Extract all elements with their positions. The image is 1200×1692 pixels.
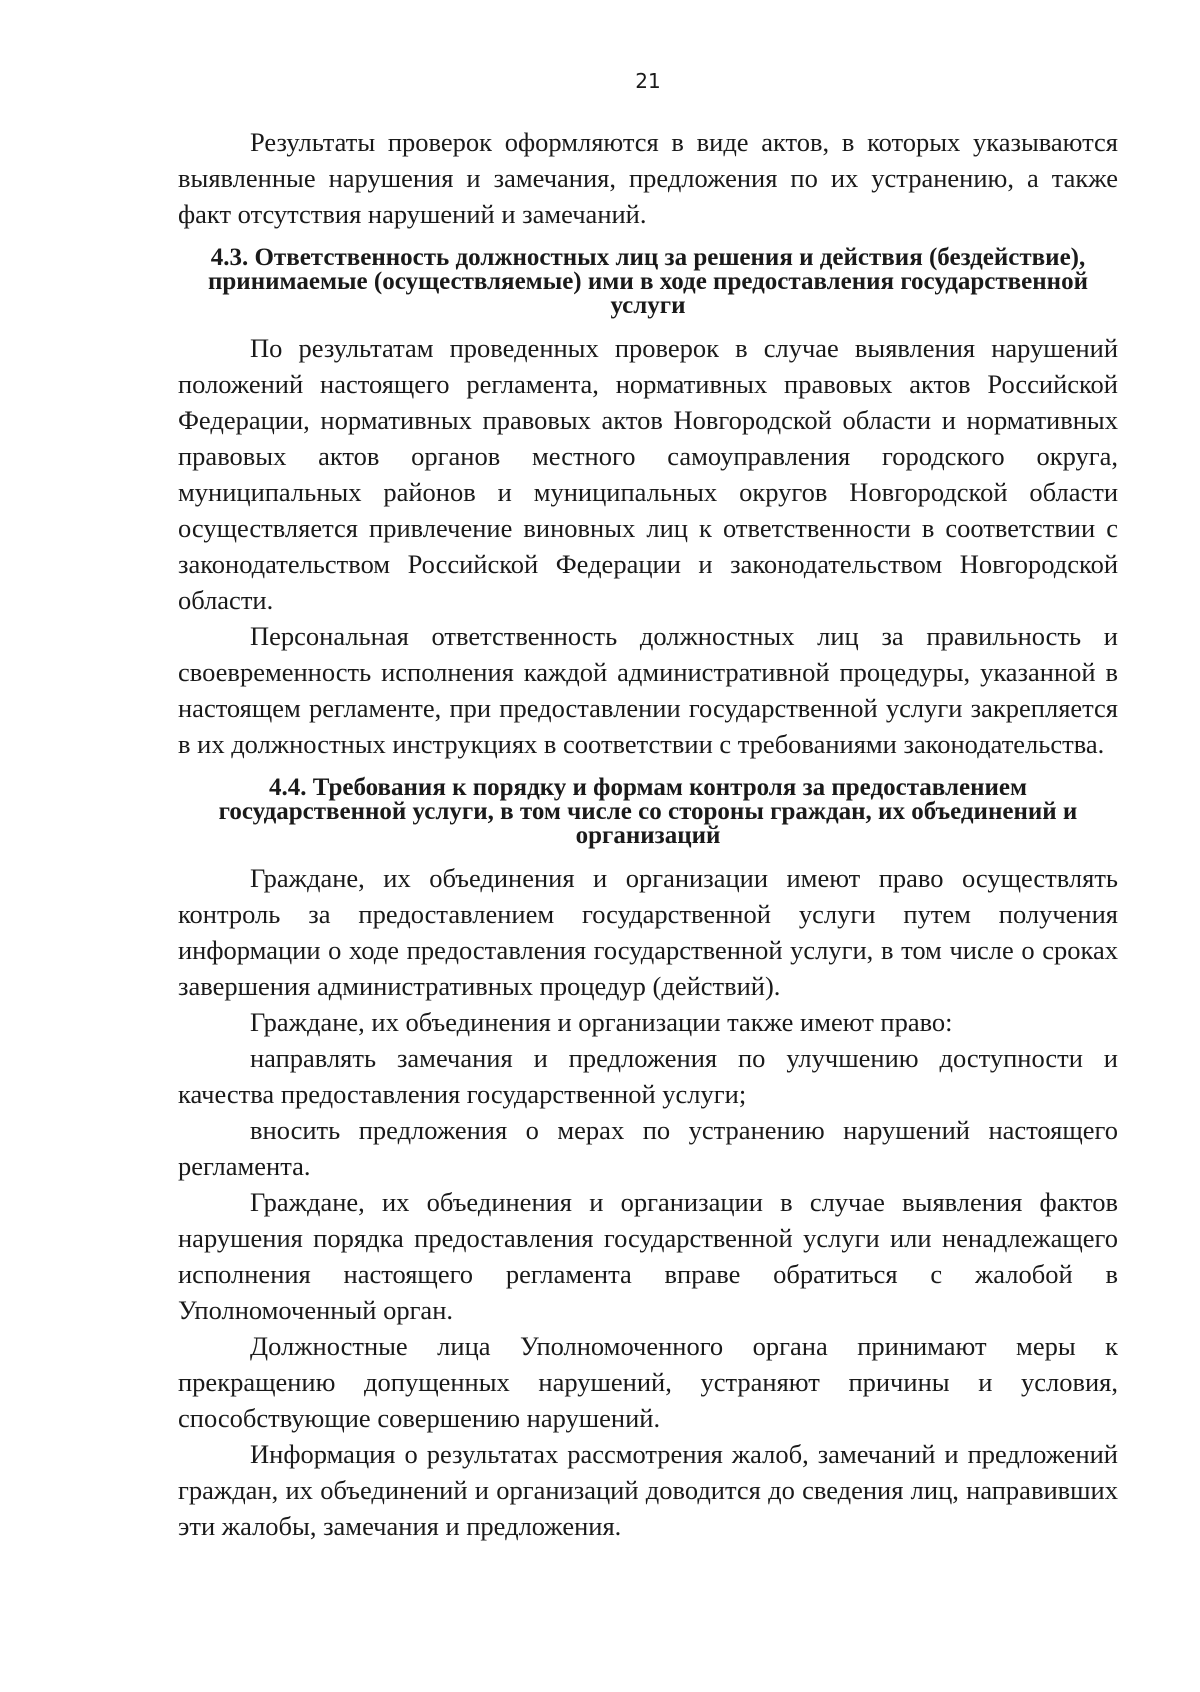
section-heading-4-3: 4.3. Ответственность должностных лиц за решения и действия (бездействие), принимаемые (осуществляемые) ими в ходе предоставления государственной услуги: [208, 244, 1088, 319]
paragraph: Должностные лица Уполномоченного органа принимают меры к прекращению допущенных нарушений, устраняют причины и условия, способствующие совершению нарушений.: [178, 1331, 1118, 1433]
paragraph: вносить предложения о мерах по устранению нарушений настоящего регламента.: [178, 1115, 1118, 1181]
paragraph: Информация о результатах рассмотрения жалоб, замечаний и предложений граждан, их объединений и организаций доводится до сведения лиц, направивших эти жалобы, замечания и предложения.: [178, 1439, 1118, 1541]
section-heading-4-4: 4.4. Требования к порядку и формам контроля за предоставлением государственной услуги, в том числе со стороны граждан, их объединений и организаций: [218, 774, 1078, 849]
page-number: 21: [635, 69, 661, 93]
paragraph: Граждане, их объединения и организации в случае выявления фактов нарушения порядка предоставления государственной услуги или ненадлежащего исполнения настоящего регламента вправе обратиться с жалобой в Уполномоченный орган.: [178, 1187, 1118, 1325]
paragraph: По результатам проведенных проверок в случае выявления нарушений положений настоящего регламента, нормативных правовых актов Российской Федерации, нормативных правовых актов Новгородской области и нормативных правовых актов органов местного самоуправления городского округа, муниципальных районов и муниципальных округов Новгородской области осуществляется привлечение виновных лиц к ответственности в соответствии с законодательством Российской Федерации и законодательством Новгородской области.: [178, 333, 1118, 615]
document-page: [178, 0, 1118, 1692]
paragraph: направлять замечания и предложения по улучшению доступности и качества предоставления государственной услуги;: [178, 1043, 1118, 1109]
paragraph: Результаты проверок оформляются в виде актов, в которых указываются выявленные нарушения и замечания, предложения по их устранению, а также факт отсутствия нарушений и замечаний.: [178, 127, 1118, 229]
paragraph: Граждане, их объединения и организации имеют право осуществлять контроль за предоставлением государственной услуги путем получения информации о ходе предоставления государственной услуги, в том числе о сроках завершения административных процедур (действий).: [178, 863, 1118, 1001]
paragraph: Граждане, их объединения и организации также имеют право:: [250, 1007, 953, 1037]
document-body: [178, 124, 1118, 1544]
paragraph: Персональная ответственность должностных лиц за правильность и своевременность исполнения каждой административной процедуры, указанной в настоящем регламенте, при предоставлении государственной услуги закрепляется в их должностных инструкциях в соответствии с требованиями законодательства.: [178, 621, 1118, 759]
